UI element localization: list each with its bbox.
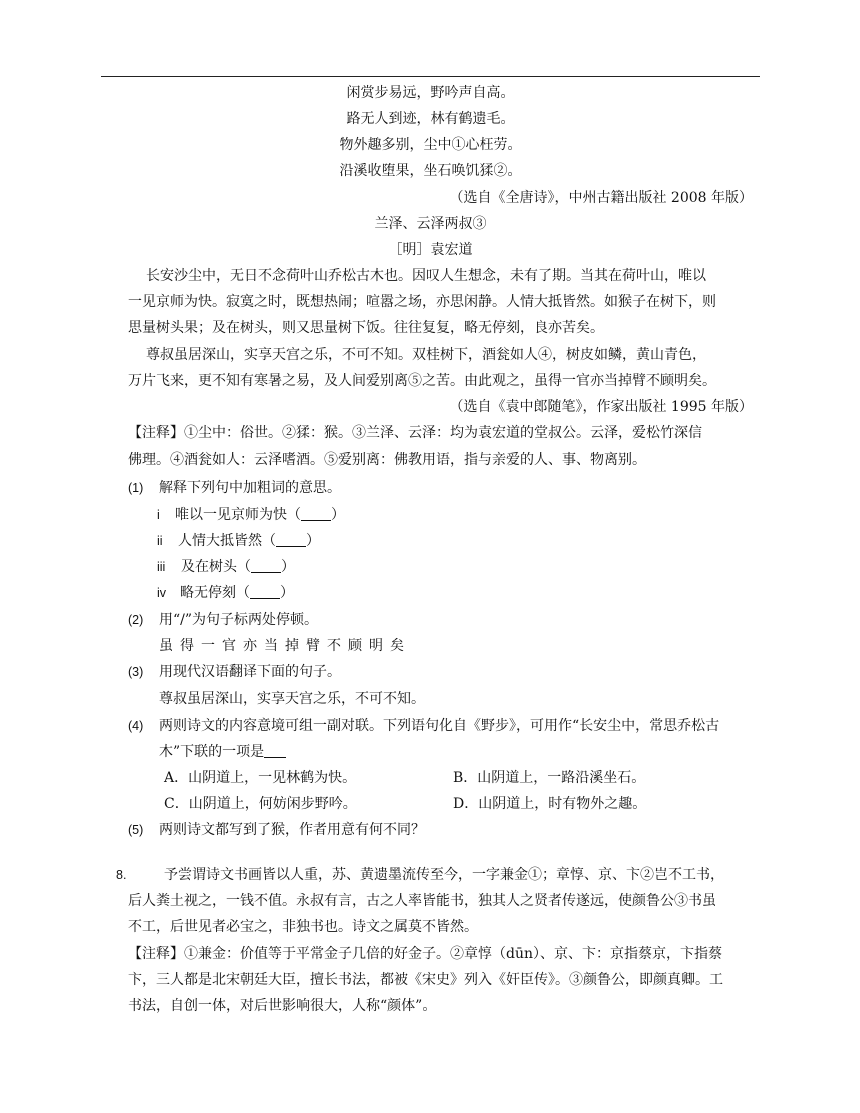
letter-title: 兰泽、云泽两叔③: [374, 216, 487, 232]
subitem-text: 略无停刻（: [180, 585, 250, 601]
passage-line: 予尝谓诗文书画皆以人重，苏、黄遗墨流传至今，一字兼金①；章惇、京、卞②岂不工书，: [164, 867, 724, 883]
passage-line: 不工，后世见者必宝之，非独书也。诗文之属莫不皆然。: [128, 919, 478, 935]
question-text: 木”下联的一项是: [159, 744, 265, 760]
notes-line: 【注释】①尘中：俗世。②猱：猴。③兰泽、云泽：均为袁宏道的堂叔公。云泽，爱松竹深信: [128, 425, 702, 441]
subitem-text: 唯以一见京师为快（: [175, 507, 301, 523]
letter-paragraph-line: 思量树头果；及在树头，则又思量树下饭。往往复复，略无停刻，良亦苦矣。: [128, 320, 604, 336]
subitem-text: 人情大抵皆然（: [178, 533, 276, 549]
answer-blank[interactable]: [250, 584, 280, 599]
notes-line: 佛理。④酒瓮如人：云泽嗜酒。⑤爱别离：佛教用语，指与亲爱的人、事、物离别。: [128, 452, 646, 468]
poem-line: 闲赏步易远，野吟声自高。: [346, 85, 515, 101]
subitem-number: i: [157, 508, 160, 522]
subitem-number: iv: [157, 586, 167, 600]
question-number: (5): [128, 823, 144, 837]
poem-line: 路无人到迹，林有鹤遗毛。: [346, 111, 515, 127]
letter-paragraph-line: 尊叔虽居深山，实享天宫之乐，不可不知。双桂树下，酒瓮如人④，树皮如鳞，黄山青色，: [146, 347, 706, 363]
answer-blank[interactable]: [251, 558, 281, 573]
option-a[interactable]: A．山阴道上，一见林鹤为快。: [164, 770, 357, 786]
poem-source: （选自《全唐诗》，中州古籍出版社 2008 年版）: [449, 190, 753, 206]
option-b[interactable]: B．山阴道上，一路沿溪坐石。: [453, 770, 646, 786]
question-text: 用“/”为句子标两处停顿。: [159, 612, 319, 628]
letter-paragraph-line: 万片飞来，更不知有寒暑之易，及人间爱别离⑤之苦。由此观之，虽得一官亦当掉臂不顾明矣。: [128, 373, 716, 389]
option-c[interactable]: C．山阴道上，何妨闲步野吟。: [164, 796, 357, 812]
question-number: (1): [128, 481, 144, 495]
question-number: 8.: [116, 868, 127, 882]
answer-blank[interactable]: [276, 532, 306, 547]
letter-paragraph-line: 长安沙尘中，无日不念荷叶山乔松古木也。因叹人生想念，未有了期。当其在荷叶山，唯以: [146, 268, 706, 284]
passage-line: 后人粪土视之，一钱不值。永叔有言，古之人率皆能书，独其人之贤者传遂远，使颜鲁公③书虽: [128, 893, 716, 909]
answer-blank[interactable]: [301, 506, 331, 521]
poem-line: 物外趣多别，尘中①心枉劳。: [339, 137, 522, 153]
notes-line: 卞，三人都是北宋朝廷大臣，擅长书法，都被《宋史》列入《奸臣传》。③颜鲁公，即颜真卿。工: [128, 972, 723, 988]
subitem-number: ii: [157, 534, 163, 548]
option-d[interactable]: D．山阴道上，时有物外之趣。: [453, 796, 647, 812]
subitem-text: 及在树头（: [181, 559, 251, 575]
question-text: 两则诗文都写到了猴，作者用意有何不同？: [159, 822, 425, 838]
answer-blank[interactable]: [264, 743, 286, 758]
letter-source: （选自《袁中郎随笔》，作家出版社 1995 年版）: [449, 399, 753, 415]
subitem-number: iii: [157, 560, 166, 574]
notes-line: 书法，自创一体，对后世影响很大，人称“颜体”。: [128, 998, 437, 1014]
question-number: (2): [128, 613, 144, 627]
translate-sentence: 尊叔虽居深山，实享天宫之乐，不可不知。: [159, 691, 425, 707]
question-text: 解释下列句中加粗词的意思。: [159, 480, 341, 496]
sentence-chars: 虽 得 一 官 亦 当 掉 臂 不 顾 明 矣: [159, 638, 404, 654]
question-text: 两则诗文的内容意境可组一副对联。下列语句化自《野步》，可用作“长安尘中，常思乔松古: [159, 718, 720, 734]
letter-paragraph-line: 一见京师为快。寂寞之时，既想热闹；喧嚣之场，亦思闲静。人情大抵皆然。如猴子在树下，则: [128, 294, 716, 310]
question-number: (4): [128, 719, 144, 733]
letter-author: ［明］袁宏道: [388, 242, 473, 258]
poem-line: 沿溪收堕果，坐石唤饥猱②。: [339, 163, 522, 179]
notes-line: 【注释】①兼金：价值等于平常金子几倍的好金子。②章惇（dūn）、京、卞：京指蔡京，卞指蔡: [128, 946, 722, 962]
question-number: (3): [128, 665, 144, 679]
question-text: 用现代汉语翻译下面的句子。: [159, 664, 341, 680]
header-rule: [101, 76, 760, 77]
